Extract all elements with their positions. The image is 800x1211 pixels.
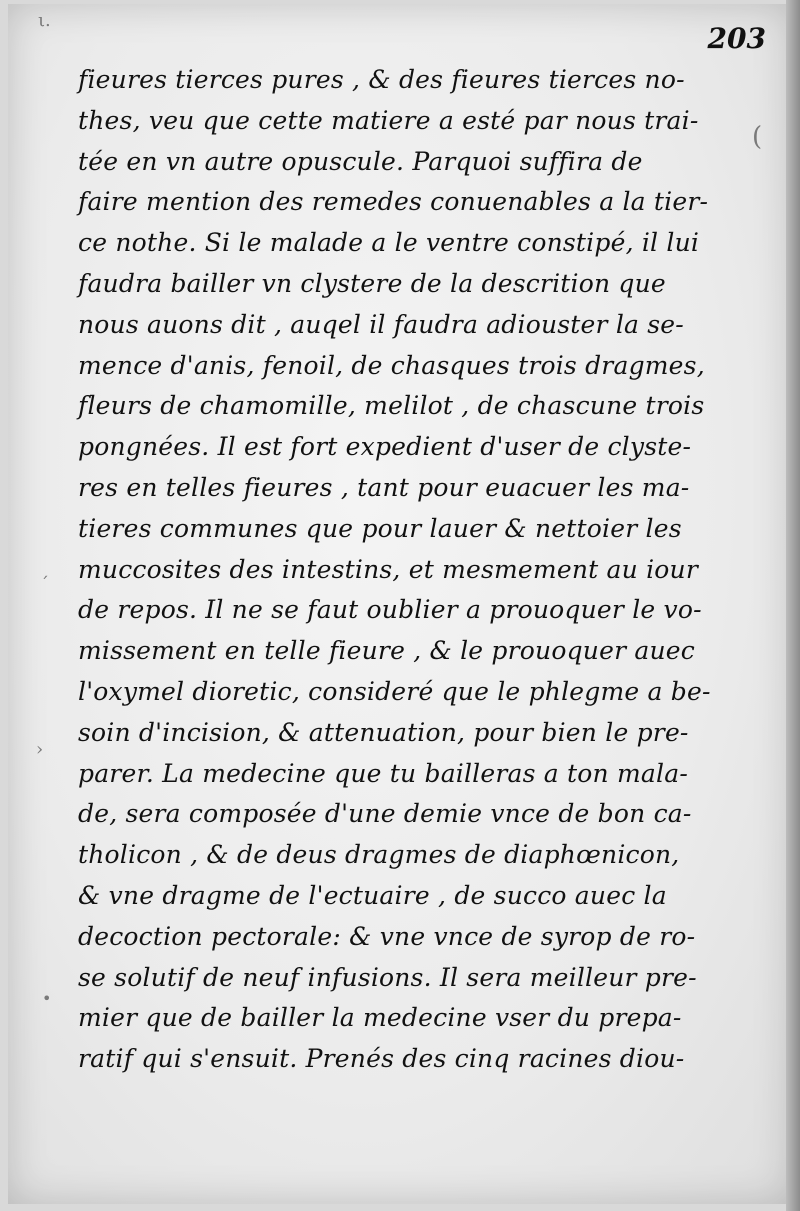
text-line: fleurs de chamomille, melilot , de chascune trois: [78, 391, 705, 421]
text-line: l'oxymel dioretic, consideré que le phlegme a be-: [78, 676, 711, 706]
text-line: muccosites des intestins, et mesmement au iour: [78, 554, 698, 584]
margin-mark: (: [752, 122, 763, 152]
text-line: de, sera composée d'une demie vnce de bon ca-: [78, 799, 692, 829]
text-line: se solutif de neuf infusions. Il sera meilleur pre-: [78, 962, 697, 992]
margin-mark: •: [42, 989, 52, 1008]
text-line: res en telles fieures , tant pour euacuer les ma-: [78, 472, 690, 502]
text-line: mier que de bailler la medecine vser du prepa-: [78, 1003, 682, 1033]
text-line: & vne dragme de l'ectuaire , de succo auec la: [78, 880, 667, 910]
text-line: de repos. Il ne se faut oublier a prouoquer le vo-: [78, 595, 702, 625]
text-line: pongnées. Il est fort expedient d'user de clyste-: [78, 432, 692, 462]
text-line: fieures tierces pures , & des fieures tierces no-: [78, 65, 685, 94]
book-page: [8, 4, 792, 1204]
text-line: decoction pectorale: & vne vnce de syrop de ro-: [78, 921, 696, 951]
text-line: ce nothe. Si le malade a le ventre constipé, il lui: [78, 228, 700, 258]
body-text: [78, 60, 711, 1080]
text-line: missement en telle fieure , & le prouoquer auec: [78, 636, 695, 666]
margin-mark: ›: [36, 739, 44, 760]
text-line: tée en vn autre opuscule. Parquoi suffira de: [78, 146, 643, 176]
text-line: nous auons dit , auqel il faudra adiouster la se-: [78, 309, 684, 339]
page-gutter: [786, 0, 800, 1211]
text-line: tholicon , & de deus dragmes de diaphœnicon,: [78, 840, 680, 870]
margin-mark: ´: [40, 574, 49, 595]
text-line: tieres communes que pour lauer & nettoier les: [78, 513, 682, 543]
text-line: faire mention des remedes conuenables a la tier-: [78, 187, 709, 217]
text-line: mence d'anis, fenoil, de chasques trois dragmes,: [78, 350, 705, 380]
text-line: ratif qui s'ensuit. Prenés des cinq racines diou-: [78, 1044, 685, 1074]
text-line: parer. La medecine que tu bailleras a ton mala-: [78, 758, 688, 788]
page-number: 203: [707, 22, 766, 55]
text-line: faudra bailler vn clystere de la descrition que: [78, 268, 666, 298]
text-line: soin d'incision, & attenuation, pour bien le pre-: [78, 717, 689, 747]
text-line: thes, veu que cette matiere a esté par nous trai-: [78, 105, 699, 135]
margin-mark: ι.: [38, 10, 51, 31]
